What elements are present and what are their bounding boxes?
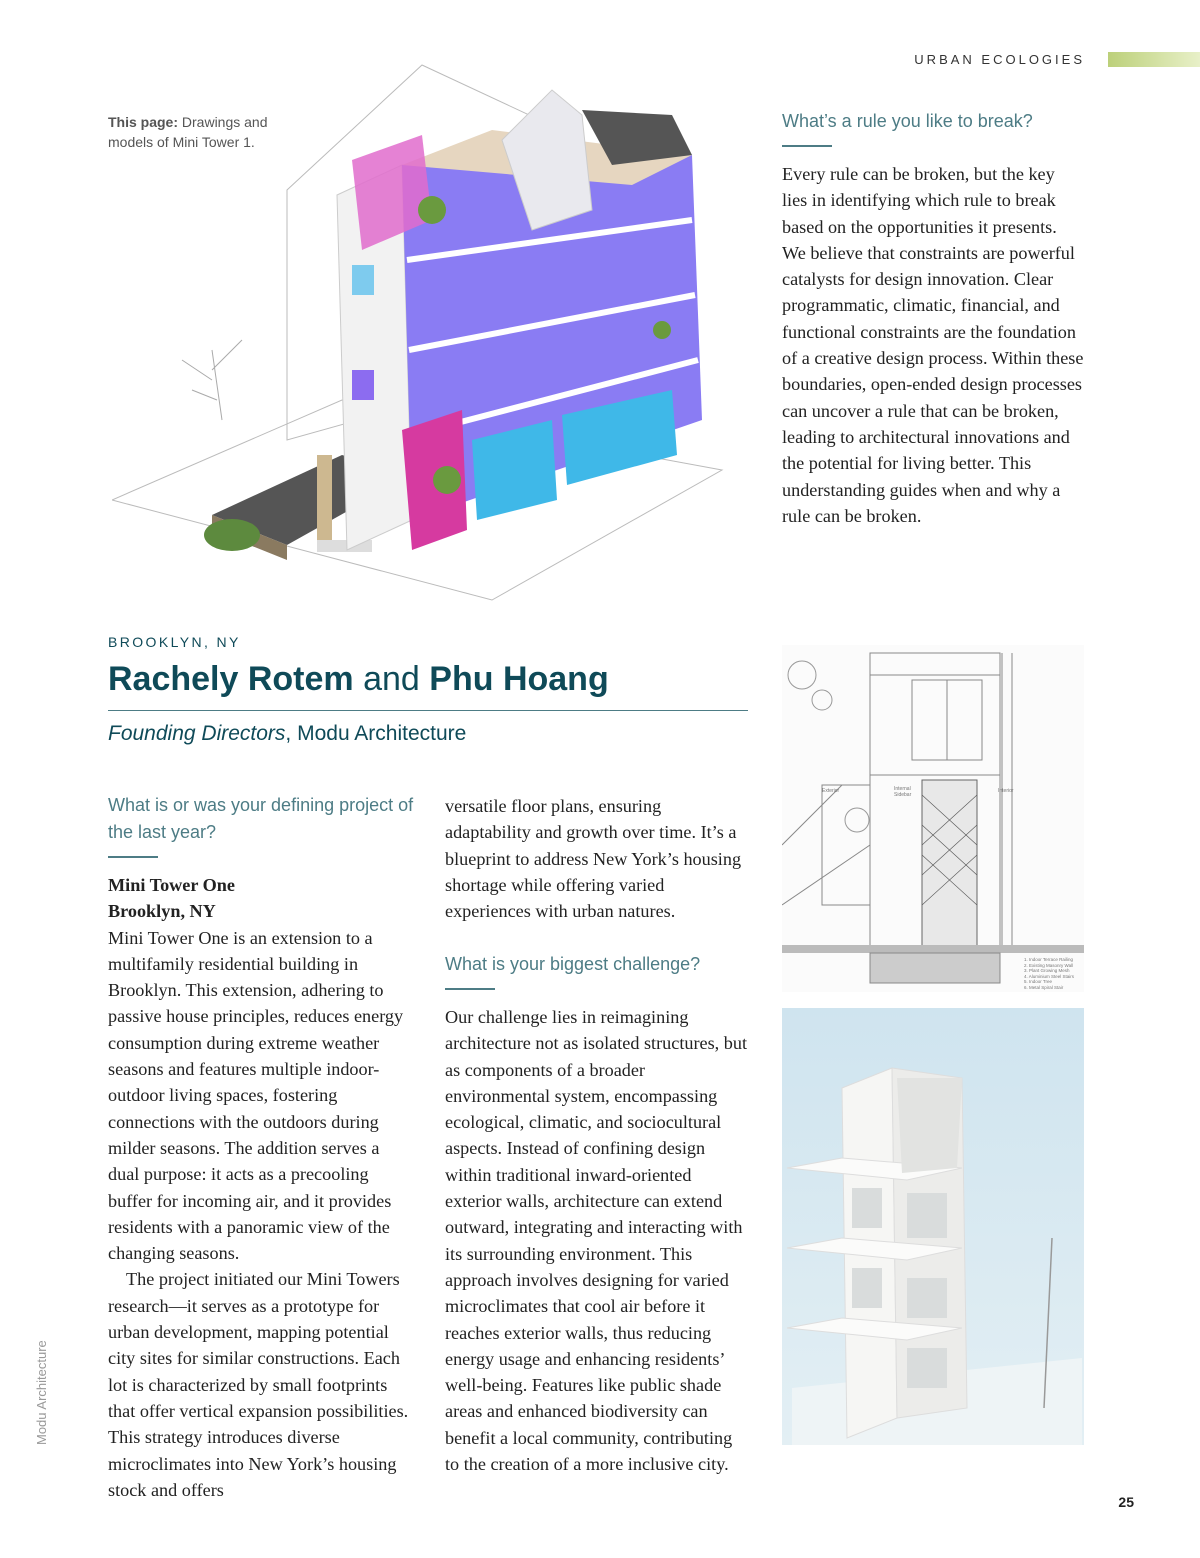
caption-text: Drawings and models of Mini Tower 1.	[108, 114, 268, 150]
answer-biggest-challenge: Our challenge lies in reimagining architecture not as isolated structures, but as components of a broader environmental system, encompassing ecological, climatic, and sociocultural aspects. Instead of confining design within traditional inward-oriented exterior walls, architecture can extend outward, integrating and interacting with its surrounding environment. This approach involves designing for varied microclimates that cool air before it reaches exterior walls, thus reducing energy usage and enhancing residents’ well-being. Features like public shade areas and enhanced biodiversity can benefit a local community, contributing to the creation of a more inclusive city.	[445, 1007, 748, 1475]
drawing-label-sidebar: Internal Sidebar	[894, 786, 912, 798]
name-divider	[108, 710, 748, 711]
drawing-legend-item: 2. Existing Masonry Wall	[1024, 962, 1074, 968]
project-column-left	[108, 872, 410, 1503]
drawing-legend-item: 3. Plant Growing Mesh	[1024, 968, 1070, 973]
question-underline	[782, 145, 832, 147]
role-firm: , Modu Architecture	[285, 722, 467, 745]
drawing-label-exterior: Exterior	[822, 788, 840, 794]
drawing-label-interior: Interior	[998, 788, 1014, 794]
project-paragraph-2: The project initiated our Mini Towers research—it serves as a prototype for urban development, mapping potential city sites for similar constructions. Each lot is characterized by small footprints that offer vertical expansion possibilities. This strategy introduces diverse microclimates into New York’s housing stock and offers	[108, 1269, 409, 1500]
role-title: Founding Directors	[108, 722, 286, 745]
project-paragraph-1: Mini Tower One is an extension to a multifamily residential building in Brooklyn. This extension, adhering to passive house principles, reduces energy consumption during extreme weather seasons and features multiple indoor-outdoor living spaces, fostering connections with the outdoors during milder seasons. The addition serves a dual purpose: it acts as a precooling buffer for incoming air, and it provides residents with a panoramic view of the changing seasons.	[108, 927, 404, 1264]
drawing-legend-item: 1. Indoor Terrace Railing	[1024, 957, 1073, 962]
question-underline	[108, 856, 158, 858]
question-rule-to-break: What’s a rule you like to break?	[782, 111, 1033, 131]
name-conjunction: and	[363, 660, 420, 698]
section-drawing	[782, 645, 1084, 992]
section-accent-bar	[1108, 52, 1200, 67]
question-underline	[445, 988, 495, 990]
name-second-person: Phu Hoang	[429, 660, 609, 698]
page-number: 25	[1118, 1494, 1134, 1510]
project-location: Brooklyn, NY	[108, 901, 216, 922]
drawing-legend-item: 4. Aluminium Steel Stairs	[1024, 973, 1075, 979]
name-first-person: Rachely Rotem	[108, 660, 354, 698]
location-label: BROOKLYN, NY	[108, 634, 241, 650]
drawing-legend-item: 5. Indoor Tree	[1024, 979, 1053, 984]
caption-lead: This page:	[108, 114, 179, 130]
model-photo-drawing	[782, 1008, 1084, 1445]
question-defining-project: What is or was your defining project of the last year?	[108, 795, 414, 842]
role-line	[108, 722, 466, 746]
image-caption	[108, 112, 308, 152]
person-names	[108, 660, 609, 699]
section-label: URBAN ECOLOGIES	[914, 52, 1085, 67]
sidebar-firm-name: Modu Architecture	[34, 1340, 49, 1445]
model-photo	[782, 1008, 1084, 1445]
drawing-legend-item: 6. Metal Spiral Stair	[1024, 984, 1064, 990]
project-paragraph-2-continued: versatile floor plans, ensuring adaptability and growth over time. It’s a blueprint to address New York’s housing shortage while offering varied experiences with urban natures.	[445, 796, 742, 922]
section-drawing-lines	[782, 645, 1084, 992]
question-biggest-challenge: What is your biggest challenge?	[445, 954, 701, 974]
project-title: Mini Tower One	[108, 875, 235, 895]
drawing-legend	[1024, 957, 1084, 990]
answer-rule-to-break: Every rule can be broken, but the key lies in identifying which rule to break based on the opportunities it presents. We believe that constraints are powerful catalysts for design innovation. Clear programmatic, climatic, financial, and functional constraints are the foundation of a creative design process. Within these boundaries, open-ended design processes can uncover a rule that can be broken, leading to architectural innovations and the potential for living better. This understanding guides when and why a rule can be broken.	[782, 164, 1084, 526]
